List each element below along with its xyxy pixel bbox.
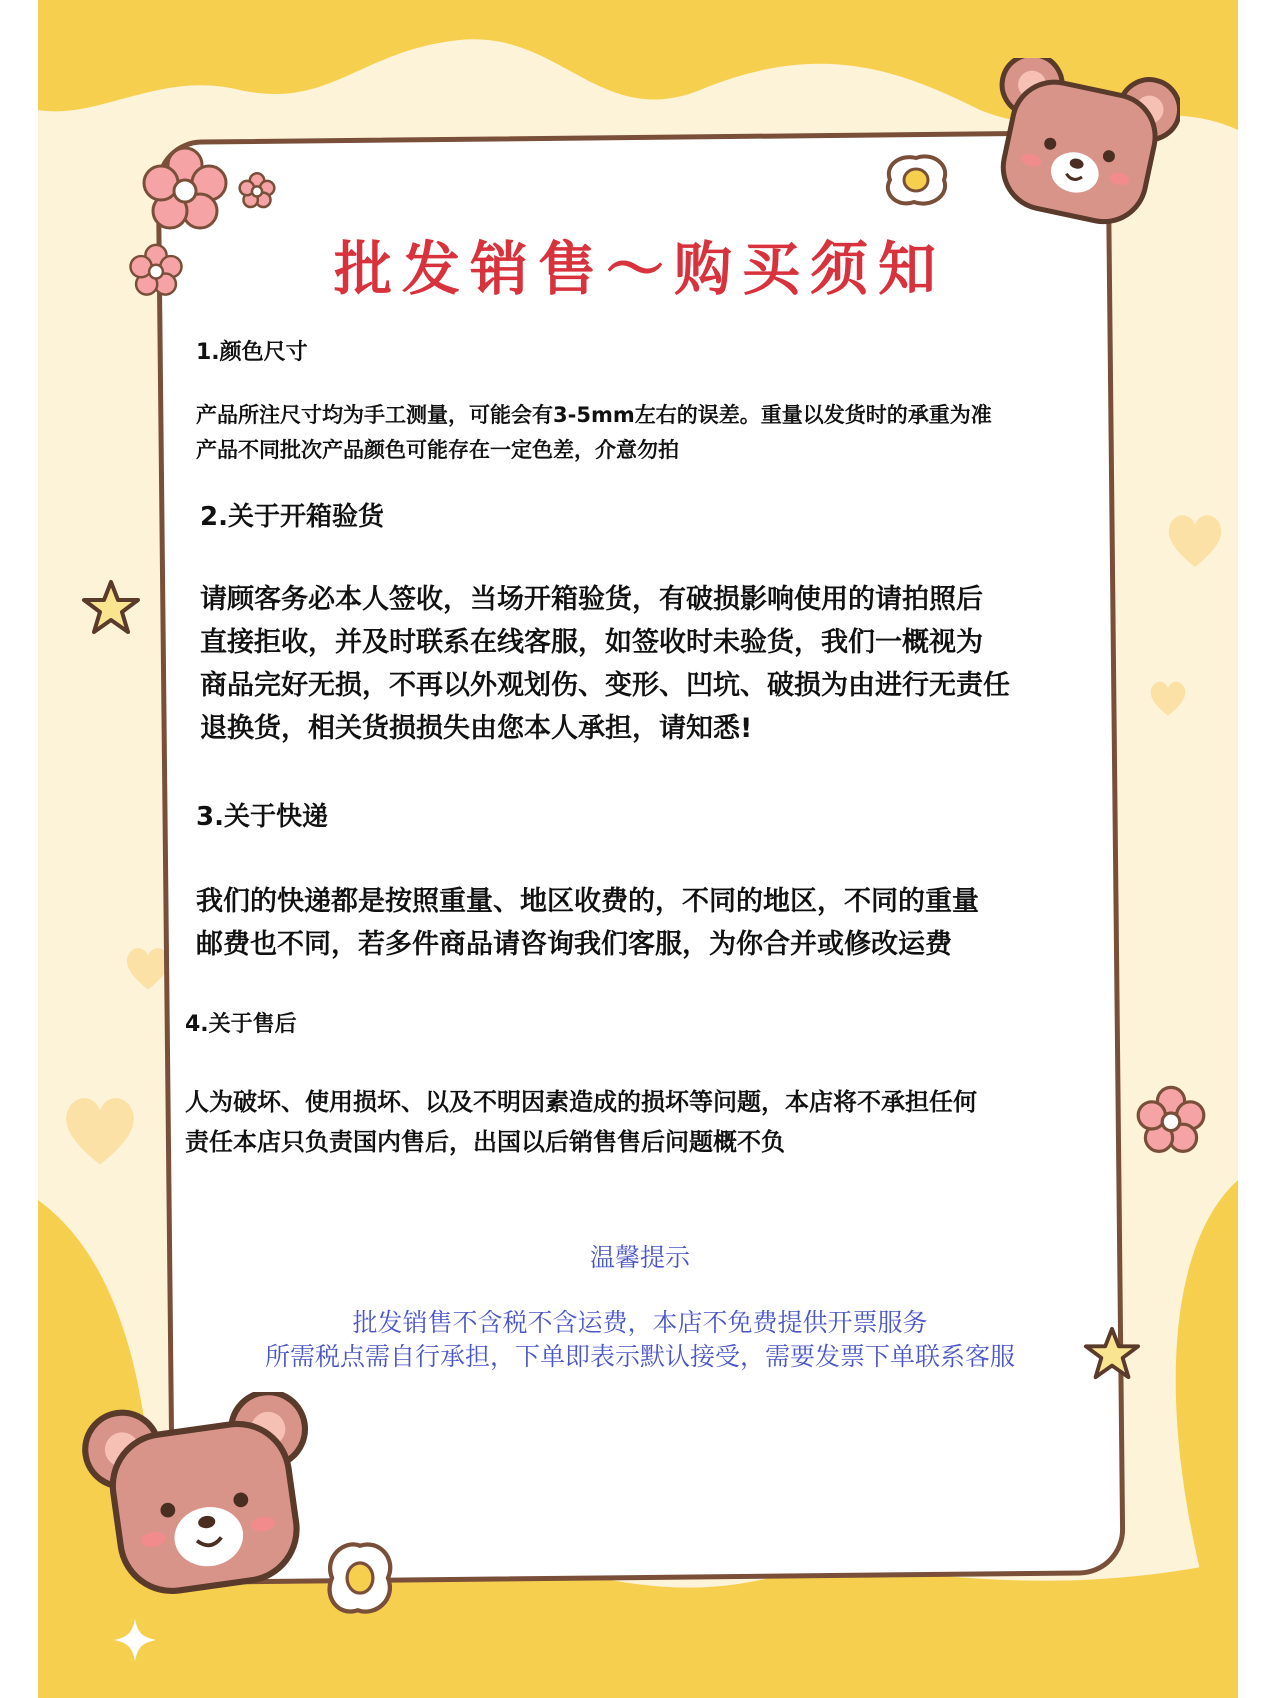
section-body: [185, 1082, 977, 1162]
section-line: 产品不同批次产品颜色可能存在一定色差，介意勿拍: [196, 438, 679, 462]
bear-icon: [78, 1392, 330, 1607]
tip-line: 所需税点需自行承担，下单即表示默认接受，需要发票下单联系客服: [264, 1342, 1015, 1371]
section-heading: 1.颜色尺寸: [196, 340, 308, 365]
heart-icon: [1145, 675, 1191, 721]
section-line: 责任本店只负责国内售后，出国以后销售售后问题概不负: [185, 1128, 785, 1156]
section-line: 直接拒收，并及时联系在线客服，如签收时未验货，我们一概视为: [200, 627, 983, 658]
flower-icon: [238, 172, 276, 210]
section-line: 我们的快递都是按照重量、地区收费的，不同的地区，不同的重量: [196, 886, 979, 917]
bear-icon: [980, 58, 1180, 233]
star-icon: [110, 1615, 160, 1665]
section-line: 人为破坏、使用损坏、以及不明因素造成的损坏等问题，本店将不承担任何: [185, 1088, 977, 1116]
section-line: 请顾客务必本人签收，当场开箱验货，有破损影响使用的请拍照后: [200, 584, 983, 615]
flower-icon: [1135, 1085, 1207, 1157]
section-line: 邮费也不同，若多件商品请咨询我们客服，为你合并或修改运费: [196, 929, 952, 960]
section-body: [200, 578, 1010, 750]
flower-icon: [140, 145, 230, 235]
section-line: 产品所注尺寸均为手工测量，可能会有3-5mm左右的误差。重量以发货时的承重为准: [196, 403, 992, 427]
egg-icon: [320, 1535, 400, 1621]
section-heading: 3.关于快递: [196, 802, 328, 832]
tip-body: [150, 1306, 1130, 1374]
heart-icon: [1160, 505, 1230, 575]
page-title: 批发销售～购买须知: [333, 235, 946, 303]
section-body: [196, 880, 979, 966]
section-line: 商品完好无损，不再以外观划伤、变形、凹坑、破损为由进行无责任: [200, 670, 1010, 701]
heart-icon: [55, 1085, 145, 1175]
star-icon: [80, 578, 142, 638]
section-line: 退换货，相关货损损失由您本人承担，请知悉!: [200, 713, 753, 744]
section-body: [196, 398, 992, 468]
tip-heading: 温馨提示: [589, 1243, 690, 1272]
section-heading: 2.关于开箱验货: [200, 502, 384, 532]
tip-line: 批发销售不含税不含运费，本店不免费提供开票服务: [352, 1308, 928, 1337]
egg-icon: [880, 150, 952, 210]
section-heading: 4.关于售后: [185, 1012, 297, 1037]
flower-icon: [128, 243, 184, 299]
